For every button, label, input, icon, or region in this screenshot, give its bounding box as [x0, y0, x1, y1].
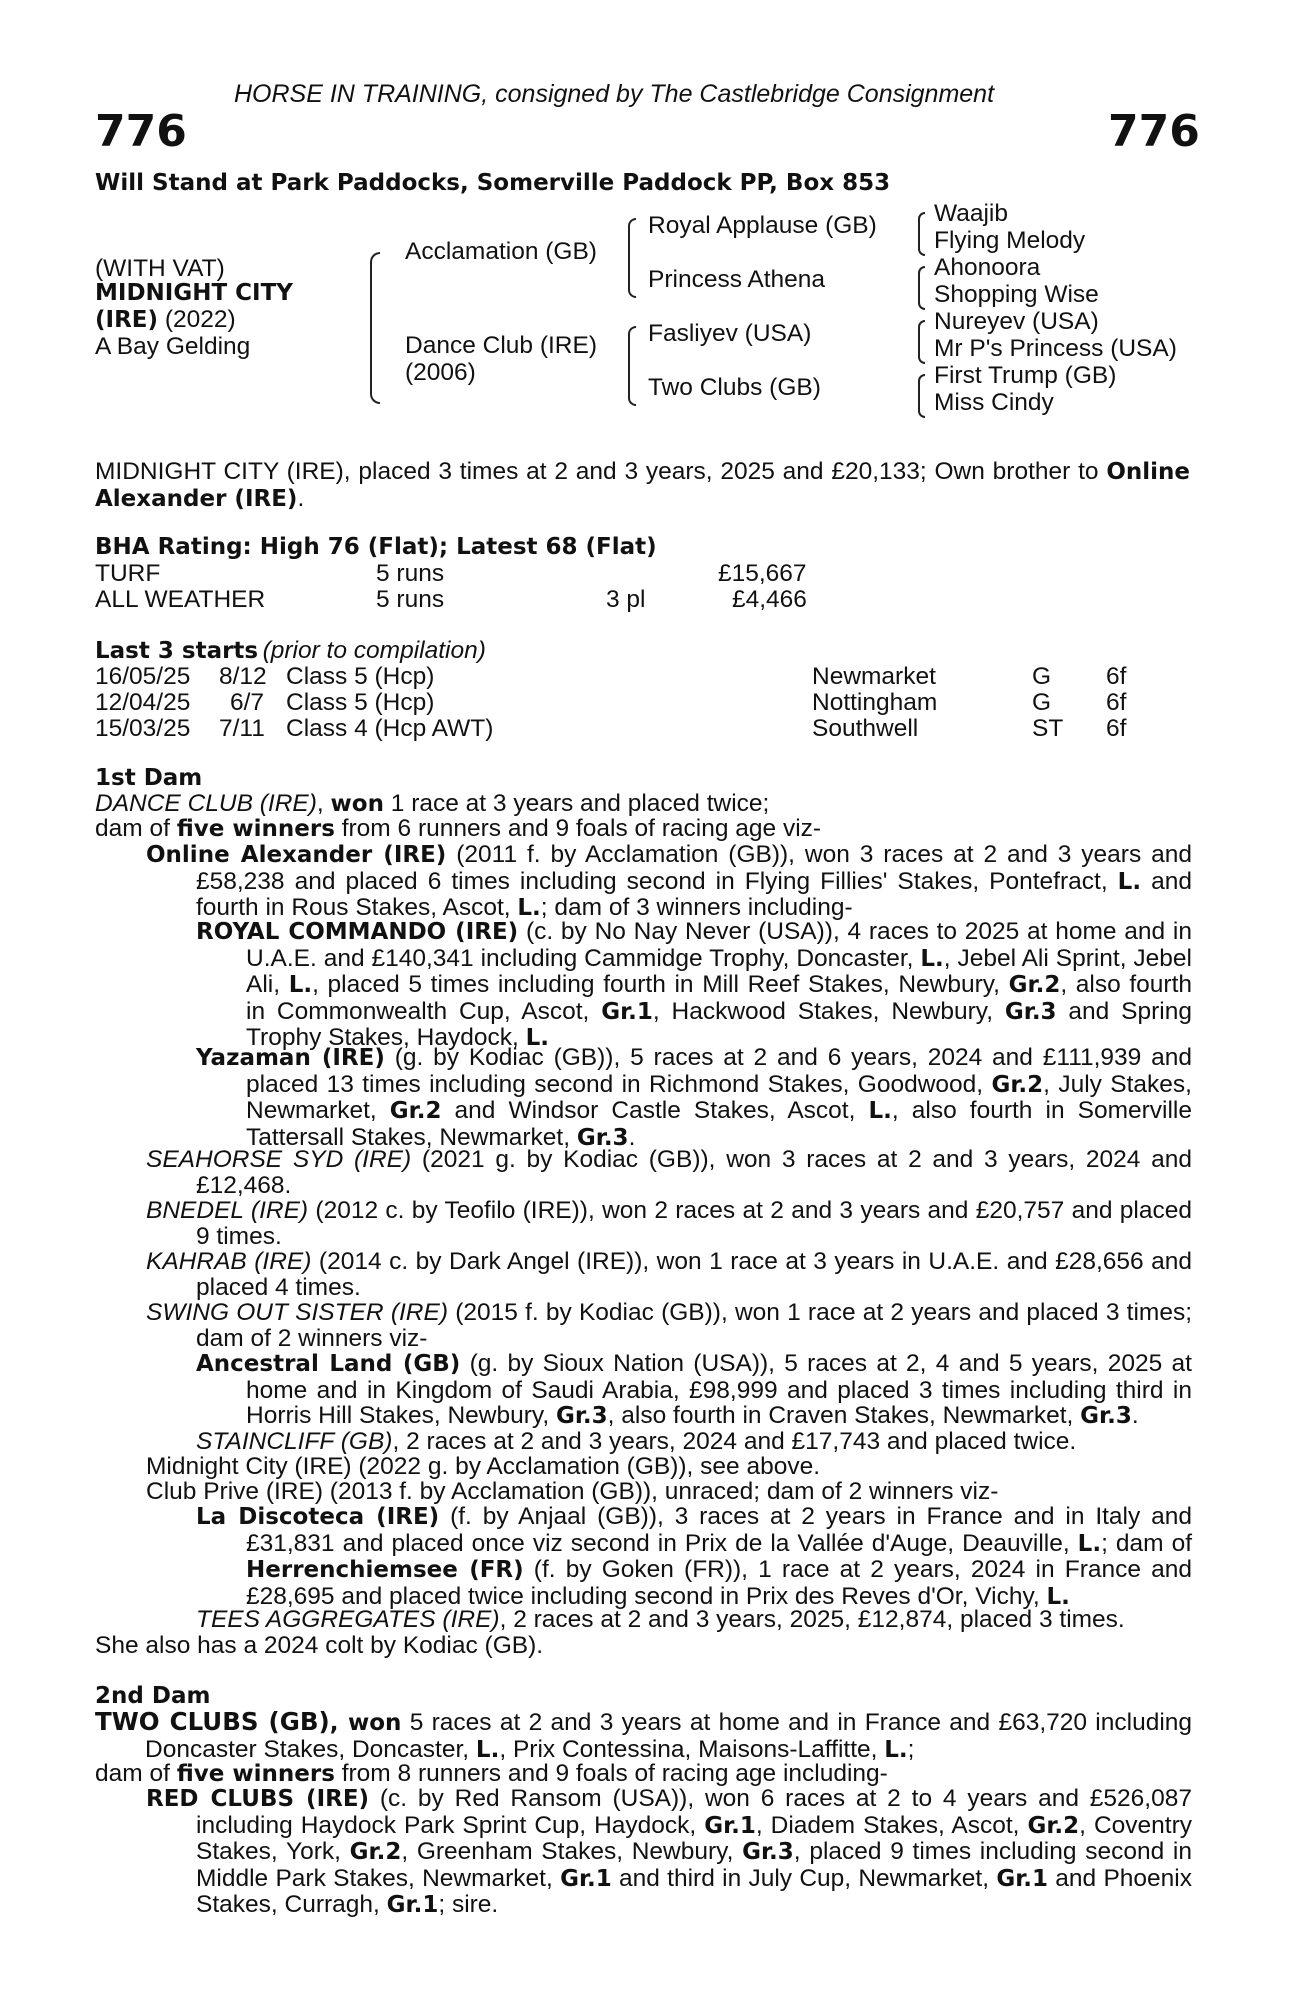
group2-badge: Gr.2 [349, 1839, 402, 1865]
gg-brace-1 [918, 212, 925, 256]
bha-rating-title: BHA Rating: High 76 (Flat); Latest 68 (Flat) [95, 534, 657, 560]
staincliff-name: STAINCLIFF (GB) [196, 1428, 393, 1455]
start-position: 7/11 [219, 715, 265, 742]
staincliff-text: , 2 races at 2 and 3 years, 2024 and £17,743 and placed twice. [392, 1428, 1077, 1455]
summary-brother: Online Alexander (IRE) [95, 459, 1190, 512]
pedigree-sire-dam: Princess Athena [648, 266, 826, 293]
yazaman-entry [196, 1045, 1192, 1151]
second-dam-text2: , Prix Contessina, Maisons-Laffitte, [499, 1735, 878, 1763]
pedigree-gg-6: Mr P's Princess (USA) [934, 335, 1177, 362]
royal-commando-name: ROYAL COMMANDO (IRE) [196, 919, 519, 945]
pedigree-gg-3: Ahonoora [934, 254, 1041, 281]
horse-country-year [95, 306, 236, 334]
red-clubs-name: RED CLUBS (IRE) [146, 1786, 370, 1812]
pedigree-sire-sire: Royal Applause (GB) [648, 212, 877, 239]
pedigree-gg-2: Flying Melody [934, 227, 1086, 254]
second-dam-won: , won [329, 1710, 402, 1736]
pedigree-gg-5: Nureyev (USA) [934, 308, 1099, 335]
ancestral-land-entry [196, 1351, 1192, 1430]
last-starts-heading: Last 3 starts [95, 638, 259, 664]
start-position: 6/7 [230, 689, 265, 716]
listed-badge: L. [868, 1098, 892, 1124]
group3-badge: Gr.3 [742, 1839, 794, 1865]
swing-out-sister-entry [146, 1300, 1192, 1351]
red-clubs-text3: , Coventry Stakes, York, [196, 1811, 1192, 1865]
rating-placed: 3 pl [606, 586, 646, 613]
red-clubs-text6: and third in July Cup, Newmarket, [619, 1864, 990, 1892]
online-alexander-text3: ; dam of 3 winners including- [540, 894, 853, 921]
start-course: Newmarket [812, 663, 936, 690]
horse-year: (2022) [164, 306, 236, 333]
yazaman-end: . [628, 1123, 636, 1151]
online-alexander-name: Online Alexander (IRE) [146, 842, 447, 868]
ancestral-land-end: . [1131, 1402, 1139, 1429]
main-brace [370, 252, 380, 404]
tees-aggregates-entry [196, 1606, 1125, 1634]
listed-badge: L. [1046, 1583, 1070, 1610]
red-clubs-text7: and Phoenix Stakes, Curragh, [196, 1864, 1192, 1918]
yazaman-name: Yazaman (IRE) [196, 1045, 385, 1071]
rating-earnings: £15,667 [718, 560, 807, 587]
listed-badge: L. [475, 1736, 500, 1763]
group3-badge: Gr.3 [576, 1124, 629, 1151]
pedigree-gg-8: Miss Cindy [934, 389, 1054, 416]
pedigree-dam-line1: Dance Club (IRE) [405, 332, 597, 359]
red-clubs-text5: , placed 9 times including second in Middle Park Stakes, Newmarket, [196, 1838, 1192, 1892]
seahorse-syd-entry [146, 1147, 1192, 1198]
pedigree-dam-dam: Two Clubs (GB) [648, 374, 821, 401]
first-dam-name: DANCE CLUB (IRE) [95, 790, 317, 817]
red-clubs-entry [146, 1786, 1192, 1919]
last-starts-note: (prior to compilation) [262, 637, 486, 664]
online-alexander-entry [146, 842, 1192, 922]
group1-badge: Gr.1 [560, 1865, 612, 1892]
la-discoteca-entry [196, 1504, 1192, 1610]
kahrab-entry [146, 1249, 1192, 1300]
rating-surface: TURF [95, 560, 161, 587]
red-clubs-text4: , Greenham Stakes, Newbury, [401, 1838, 734, 1865]
pedigree-gg-4: Shopping Wise [934, 281, 1099, 308]
summary-end: . [297, 484, 305, 512]
horse-description: A Bay Gelding [95, 333, 251, 360]
royal-commando-entry [196, 919, 1192, 1052]
lot-number-right: 776 [1108, 106, 1200, 157]
yazaman-text1: (g. by Kodiac (GB)), 5 races at 2 and 6 years, 2024 and £111,939 and placed 13 times including second in Richmond Stakes, Goodwood, [246, 1044, 1193, 1098]
start-going: G [1032, 689, 1052, 716]
start-course: Southwell [812, 715, 919, 742]
start-going: G [1032, 663, 1052, 690]
club-prive-line: Club Prive (IRE) (2013 f. by Acclamation (GB)), unraced; dam of 2 winners viz- [146, 1478, 999, 1505]
horse-name: MIDNIGHT CITY [95, 280, 293, 306]
first-dam-heading: 1st Dam [95, 765, 203, 791]
first-dam-produce [95, 816, 1195, 843]
summary-text: MIDNIGHT CITY (IRE), placed 3 times at 2 and 3 years, 2025 and £20,133; Own brother to [95, 458, 1099, 485]
dam-of-text: from 8 runners and 9 foals of racing age including- [341, 1760, 888, 1787]
start-class: Class 4 (Hcp AWT) [286, 715, 494, 742]
first-dam-record: DANCE CLUB (IRE), won 1 race at 3 years and placed twice; [95, 790, 770, 817]
listed-badge: L. [884, 1736, 908, 1763]
second-dam-text1: 5 races at 2 and 3 years at home and in France and £63,720 including Doncaster Stakes, Doncaster, [145, 1709, 1193, 1763]
listed-badge: L. [1077, 1530, 1102, 1557]
start-date: 15/03/25 [95, 715, 191, 742]
start-distance: 6f [1106, 715, 1127, 742]
dam-of-label: dam of [95, 815, 170, 842]
yazaman-text2: , July Stakes, Newmarket, [246, 1070, 1192, 1124]
group3-badge: Gr.3 [555, 1403, 608, 1429]
rating-earnings: £4,466 [732, 586, 807, 613]
gg-brace-2 [918, 266, 925, 310]
yazaman-text4: , also fourth in Somerville Tattersall Stakes, Newmarket, [246, 1097, 1193, 1151]
first-dam-text: 1 race at 3 years and placed twice; [390, 790, 770, 817]
rating-surface: ALL WEATHER [95, 586, 266, 613]
group1-badge: Gr.1 [704, 1812, 756, 1839]
red-clubs-text1: (c. by Red Ransom (USA)), won 6 races at 2 to 4 years and £526,087 including Haydock Park Sprint Cup, Haydock, [196, 1785, 1192, 1839]
second-dam-name: TWO CLUBS (GB) [95, 1707, 330, 1736]
la-discoteca-text2: ; dam of [1101, 1529, 1193, 1557]
kahrab-name: KAHRAB (IRE) [146, 1248, 312, 1275]
listed-badge: L. [525, 1025, 550, 1051]
consignment-line: HORSE IN TRAINING, consigned by The Castlebridge Consignment [234, 80, 995, 108]
group2-badge: Gr.2 [389, 1098, 442, 1124]
seahorse-syd-text: (2021 g. by Kodiac (GB)), won 3 races at 2 and 3 years, 2024 and £12,468. [196, 1146, 1192, 1199]
listed-badge: L. [517, 895, 541, 921]
bnedel-text: (2012 c. by Teofilo (IRE)), won 2 races at 2 and 3 years and £20,757 and placed 9 times. [196, 1197, 1193, 1250]
pedigree-sire: Acclamation (GB) [405, 238, 597, 265]
ancestral-land-text2: , also fourth in Craven Stakes, Newmarket, [607, 1402, 1074, 1429]
pedigree-gg-7: First Trump (GB) [934, 362, 1117, 389]
listed-badge: L. [920, 945, 944, 972]
start-date: 12/04/25 [95, 689, 191, 716]
gg-brace-3 [918, 320, 925, 364]
red-clubs-text8: ; sire. [438, 1891, 499, 1918]
start-position: 8/12 [219, 663, 267, 690]
first-dam-won: won [330, 791, 384, 817]
herrenchiemsee-name: Herrenchiemsee (FR) [246, 1557, 524, 1583]
midnight-city-produce-line: Midnight City (IRE) (2022 g. by Acclamation (GB)), see above. [146, 1453, 821, 1480]
pedigree-gg-1: Waajib [934, 200, 1008, 227]
rating-runs: 5 runs [376, 586, 445, 613]
listed-badge: L. [1117, 868, 1142, 895]
second-dam-heading: 2nd Dam [95, 1683, 211, 1709]
second-dam-text3: ; [907, 1735, 915, 1763]
dam-brace [628, 326, 636, 406]
horse-country: (IRE) [95, 307, 159, 333]
group3-badge: Gr.3 [1004, 998, 1057, 1025]
last-starts-title [95, 637, 486, 665]
start-class: Class 5 (Hcp) [286, 689, 435, 716]
listed-badge: L. [288, 972, 313, 998]
ancestral-land-text1: (g. by Sioux Nation (USA)), 5 races at 2, 4 and 5 years, 2025 at home and in Kingdom of Saudi Arabia, £98,999 and placed 3 times including third in Horris Hill Stakes, Newbury, [246, 1350, 1192, 1429]
staincliff-entry [196, 1428, 1076, 1456]
bnedel-name: BNEDEL (IRE) [146, 1197, 309, 1224]
rating-runs: 5 runs [376, 560, 445, 587]
start-distance: 6f [1106, 663, 1127, 690]
royal-commando-text1: (c. by No Nay Never (USA)), 4 races to 2025 at home and in U.A.E. and £140,341 including Cammidge Trophy, Doncaster, [246, 918, 1192, 972]
swing-out-sister-name: SWING OUT SISTER (IRE) [146, 1299, 448, 1326]
kahrab-text: (2014 c. by Dark Angel (IRE)), won 1 race at 3 years in U.A.E. and £28,656 and placed 4 times. [196, 1248, 1193, 1301]
dam-of-text: from 6 runners and 9 foals of racing age viz- [341, 815, 822, 842]
start-date: 16/05/25 [95, 663, 191, 690]
tees-aggregates-text: , 2 races at 2 and 3 years, 2025, £12,874, placed 3 times. [499, 1606, 1125, 1633]
vat-note: (WITH VAT) [95, 255, 225, 282]
group2-badge: Gr.2 [991, 1071, 1044, 1098]
group1-badge: Gr.1 [386, 1892, 439, 1918]
group2-badge: Gr.2 [1008, 972, 1061, 998]
start-class: Class 5 (Hcp) [286, 663, 435, 690]
royal-commando-text6: and Spring Trophy Stakes, Haydock, [246, 997, 1192, 1051]
la-discoteca-text3: (f. by Goken (FR)), 1 race at 2 years, 2024 in France and £28,695 and placed twice including second in Prix des Reves d'Or, Vichy, [246, 1556, 1192, 1610]
pedigree-dam-sire: Fasliyev (USA) [648, 320, 812, 347]
ancestral-land-name: Ancestral Land (GB) [196, 1351, 461, 1377]
group3-badge: Gr.3 [1080, 1403, 1132, 1429]
swing-out-sister-text: (2015 f. by Kodiac (GB)), won 1 race at 2 years and placed 3 times; dam of 2 winners viz- [196, 1299, 1193, 1352]
group2-badge: Gr.2 [1027, 1812, 1080, 1839]
also-has-line: She also has a 2024 colt by Kodiac (GB). [95, 1632, 544, 1659]
royal-commando-text2: , Jebel Ali Sprint, Jebel Ali, [246, 944, 1193, 998]
royal-commando-text4: , also fourth in Commonwealth Cup, Ascot, [246, 971, 1193, 1025]
lot-number-left: 776 [95, 106, 187, 157]
royal-commando-text3: , placed 5 times including fourth in Mill Reef Stakes, Newbury, [312, 971, 1000, 998]
bnedel-entry [146, 1198, 1192, 1249]
horse-summary [95, 459, 1190, 512]
la-discoteca-name: La Discoteca (IRE) [196, 1504, 440, 1530]
stable-location: Will Stand at Park Paddocks, Somerville Paddock PP, Box 853 [95, 170, 891, 196]
start-going: ST [1032, 715, 1064, 742]
dam-of-winners: five winners [176, 816, 335, 842]
second-dam-produce [95, 1760, 888, 1788]
online-alexander-text2: and fourth in Rous Stakes, Ascot, [196, 867, 1192, 921]
group1-badge: Gr.1 [996, 1865, 1049, 1892]
pedigree-dam-line2: (2006) [405, 359, 476, 386]
sire-brace [628, 218, 636, 298]
tees-aggregates-name: TEES AGGREGATES (IRE) [196, 1606, 500, 1633]
dam-of-label: dam of [95, 1760, 170, 1787]
dam-of-winners: five winners [176, 1761, 335, 1787]
gg-brace-4 [918, 374, 925, 418]
start-distance: 6f [1106, 689, 1127, 716]
royal-commando-text5: , Hackwood Stakes, Newbury, [652, 997, 994, 1025]
start-course: Nottingham [812, 689, 938, 716]
red-clubs-text2: , Diadem Stakes, Ascot, [755, 1811, 1020, 1839]
seahorse-syd-name: SEAHORSE SYD (IRE) [146, 1146, 412, 1173]
group1-badge: Gr.1 [601, 998, 653, 1025]
online-alexander-text: (2011 f. by Acclamation (GB)), won 3 races at 2 and 3 years and £58,238 and placed 6 times including second in Flying Fillies' Stakes, Pontefract, [196, 841, 1192, 895]
la-discoteca-text1: (f. by Anjaal (GB)), 3 races at 2 years in France and in Italy and £31,831 and placed once viz second in Prix de la Vallée d'Auge, Deauville, [246, 1503, 1193, 1557]
second-dam-record [95, 1709, 1192, 1763]
yazaman-text3: and Windsor Castle Stakes, Ascot, [454, 1097, 856, 1124]
